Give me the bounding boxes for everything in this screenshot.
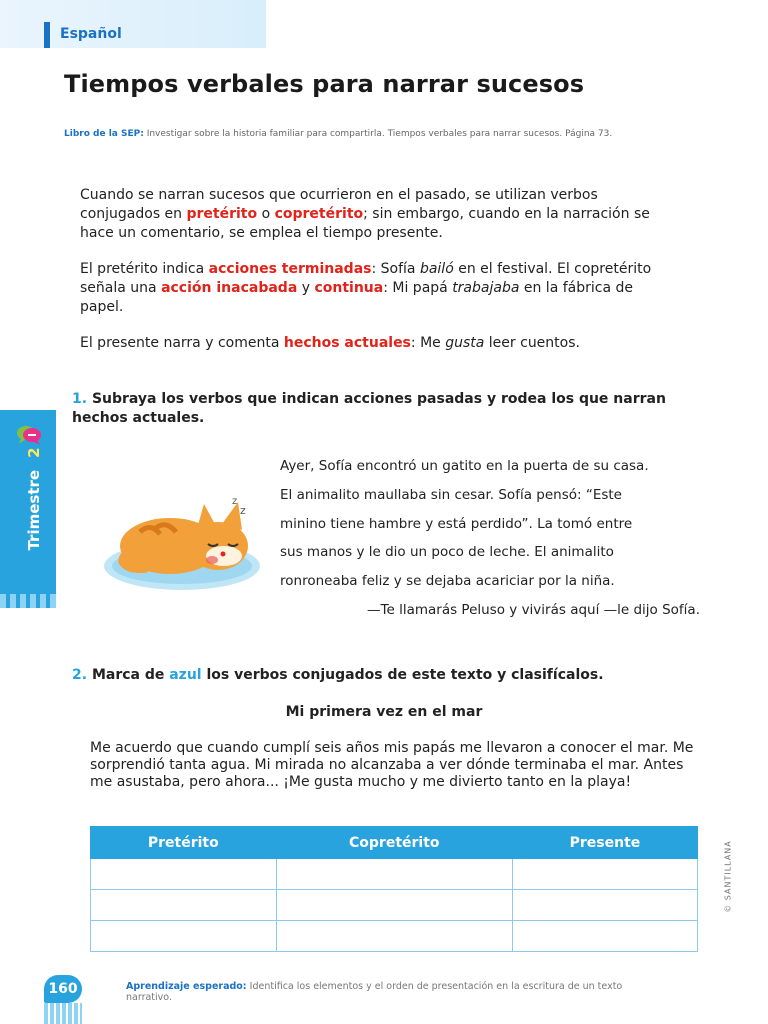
info-text: y [297, 280, 315, 296]
question-number: 1. [72, 391, 88, 407]
question-text: los verbos conjugados de este texto y clasifícalos. [201, 667, 604, 683]
answer-cell[interactable] [91, 890, 277, 921]
highlight-continua: continua [314, 280, 384, 296]
question-number: 2. [72, 667, 88, 683]
example-verb: bailó [419, 261, 454, 277]
table-row [91, 921, 698, 952]
highlight-acciones-terminadas: acciones terminadas [208, 261, 372, 277]
question-2 [72, 666, 700, 685]
question-text-blue: azul [169, 667, 202, 683]
trimester-number: 2 [25, 447, 43, 458]
learning-goal-label: Aprendizaje esperado: [126, 981, 247, 992]
table-row [91, 890, 698, 921]
table-row [91, 859, 698, 890]
info-paragraph-3 [80, 334, 680, 353]
story-line: ronroneaba feliz y se dejaba acariciar por la niña. [280, 573, 615, 590]
info-text: Cuando se narran sucesos que ocurrieron en el pasado, se utilizan verbos conjugados en [80, 187, 598, 222]
answer-cell[interactable] [91, 859, 277, 890]
answer-cell[interactable] [512, 890, 697, 921]
answer-cell[interactable] [512, 921, 697, 952]
question-1 [72, 390, 700, 428]
example-verb: trabajaba [452, 280, 520, 296]
publisher-brand: © SANTILLANA [723, 840, 733, 913]
info-text: leer cuentos. [484, 335, 580, 351]
answer-cell[interactable] [91, 921, 277, 952]
tab-stripes [0, 594, 56, 608]
subject-stripe [44, 22, 50, 48]
verb-classification-table [90, 826, 698, 952]
story-line: minino tiene hambre y está perdido”. La tomó entre [280, 515, 633, 532]
answer-cell[interactable] [276, 890, 512, 921]
story-line: El animalito maullaba sin cesar. Sofía pensó: “Este [280, 486, 622, 503]
answer-cell[interactable] [512, 859, 697, 890]
info-text: : Sofía [371, 261, 420, 277]
learning-goal-text: Identifica los elementos y el orden de presentación en la escritura de un texto narrativo. [126, 981, 623, 1003]
sep-reference-label: Libro de la SEP: [64, 129, 144, 139]
svg-text:z: z [240, 504, 246, 517]
header-copreterito: Copretérito [276, 827, 512, 859]
info-text: El pretérito indica [80, 261, 209, 277]
info-text: o [257, 206, 275, 222]
info-text: en el festival. El copretérito señala una [80, 261, 652, 296]
trimester-label [21, 411, 47, 587]
page-number-stripes [44, 1003, 82, 1024]
info-text: ; sin embargo, cuando en la narración se hace un comentario, se emplea el tiempo presente. [80, 206, 650, 241]
subject-label: Español [60, 26, 122, 42]
svg-text:z: z [232, 496, 238, 507]
answer-cell[interactable] [276, 921, 512, 952]
learning-goal [126, 981, 646, 1003]
table-header-row [91, 827, 698, 859]
info-text: : Me [410, 335, 446, 351]
passage-title: Mi primera vez en el mar [285, 704, 483, 720]
info-text: El presente narra y comenta [80, 335, 284, 351]
highlight-copreterito: copretérito [274, 206, 364, 222]
story-line: sus manos y le dio un poco de leche. El animalito [280, 544, 614, 561]
info-paragraph-1 [80, 186, 680, 243]
sep-reference [64, 129, 674, 140]
subject-header-bar [0, 0, 266, 48]
story-passage [280, 452, 700, 625]
info-text: : Mi papá [383, 280, 453, 296]
highlight-accion-inacabada: acción inacabada [161, 280, 298, 296]
highlight-hechos-actuales: hechos actuales [283, 335, 411, 351]
example-verb: gusta [445, 335, 485, 351]
answer-cell[interactable] [276, 859, 512, 890]
info-text: en la fábrica de papel. [80, 280, 633, 315]
passage-text: Me acuerdo que cuando cumplí seis años mis papás me llevaron a conocer el mar. Me sorprendió tanta agua. Mi mirada no alcanzaba a ver dónde terminaba el mar. Antes me asustaba, pero ahora... ¡Me gusta mucho y me divierto tanto en la playa! [90, 740, 694, 790]
question-text: Subraya los verbos que indican acciones pasadas y rodea los que narran hechos actuales. [72, 391, 666, 426]
header-preterito: Pretérito [91, 827, 277, 859]
page-title: Tiempos verbales para narrar sucesos [64, 70, 585, 98]
story-line: Ayer, Sofía encontró un gatito en la puerta de su casa. [280, 458, 649, 474]
story-dialogue-line: —Te llamarás Peluso y vivirás aquí —le dijo Sofía. [367, 601, 700, 618]
sep-reference-text: Investigar sobre la historia familiar para compartirla. Tiempos verbales para narrar sucesos. Página 73. [146, 129, 613, 139]
info-paragraph-2 [80, 260, 680, 317]
question-text: Marca de [91, 667, 170, 683]
highlight-preterito: pretérito [186, 206, 258, 222]
header-presente: Presente [512, 827, 697, 859]
trimester-text: Trimestre [25, 469, 43, 551]
page-number: 160 [44, 975, 82, 1003]
sleeping-cat-illustration [100, 484, 270, 594]
